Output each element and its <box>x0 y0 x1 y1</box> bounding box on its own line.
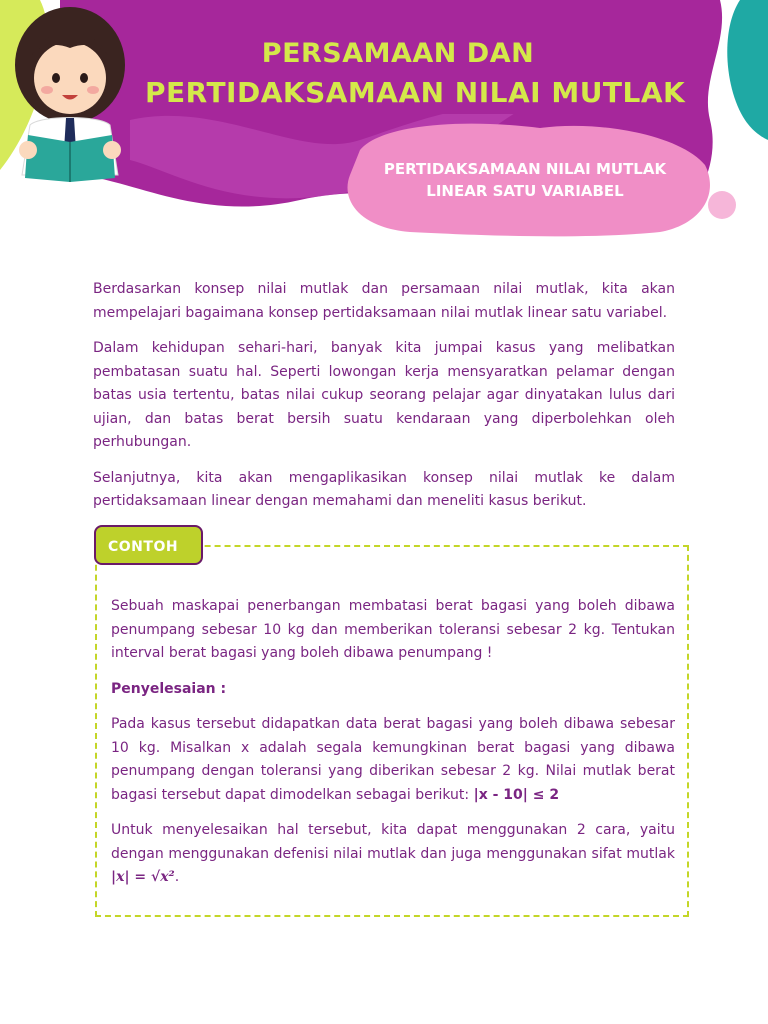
example-tab-label: CONTOH <box>108 539 179 555</box>
paragraph-1: Berdasarkan konsep nilai mutlak dan persamaan nilai mutlak, kita akan mempelajari bagaimana konsep pertidaksamaan nilai mutlak linear satu variabel. <box>93 281 675 321</box>
example-problem: Sebuah maskapai penerbangan membatasi berat bagasi yang boleh dibawa penumpang sebesar 10 kg dan memberikan toleransi sebesar 2 kg. Tentukan interval berat bagasi yang boleh dibawa penumpang ! <box>111 598 675 661</box>
solution-label: Penyelesaian : <box>111 680 227 697</box>
paragraph-3: Selanjutnya, kita akan mengaplikasikan konsep nilai mutlak ke dalam pertidaksamaan linear dengan memahami dan meneliti kasus berikut. <box>93 469 675 509</box>
solution-paragraph <box>111 713 675 807</box>
title-line-1: PERSAMAAN DAN <box>261 38 535 69</box>
subtitle-line-2: LINEAR SATU VARIABEL <box>426 182 624 200</box>
header-banner <box>0 0 768 250</box>
paragraph-2: Dalam kehidupan sehari-hari, banyak kita jumpai kasus yang melibatkan pembatasan suatu hal. Seperti lowongan kerja mensyaratkan pelamar dengan batas usia tertentu, batas nilai cukup seorang pelajar agar dinyatakan lulus dari ujian, dan batas berat bersih suatu kendaraan yang diperbolehkan oleh perhubungan. <box>93 340 675 450</box>
intro-content <box>93 278 675 526</box>
solution-text: Pada kasus tersebut didapatkan data berat bagasi yang boleh dibawa sebesar 10 kg. Misalkan x adalah segala kemungkinan berat bagasi yang dibawa penumpang dengan toleransi yang diberikan sebesar 2 kg. Nilai mutlak berat bagasi tersebut dapat dimodelkan sebagai berikut: <box>111 716 675 803</box>
subtitle <box>370 158 680 202</box>
method-formula: |x| = √x² <box>111 869 175 885</box>
method-text: Untuk menyelesaikan hal tersebut, kita dapat menggunakan 2 cara, yaitu dengan menggunakan defenisi nilai mutlak dan juga menggunakan sifat mutlak <box>111 822 675 862</box>
girl-reading-illustration <box>15 7 125 182</box>
solution-formula: |x - 10| ≤ 2 <box>473 786 560 803</box>
method-paragraph <box>111 819 675 890</box>
subtitle-line-1: PERTIDAKSAMAAN NILAI MUTLAK <box>383 160 667 178</box>
method-end: . <box>174 869 180 885</box>
title-line-2: PERTIDAKSAMAAN NILAI MUTLAK <box>145 76 686 109</box>
example-tab <box>94 525 203 565</box>
title-box <box>133 34 686 114</box>
example-content <box>111 595 675 902</box>
